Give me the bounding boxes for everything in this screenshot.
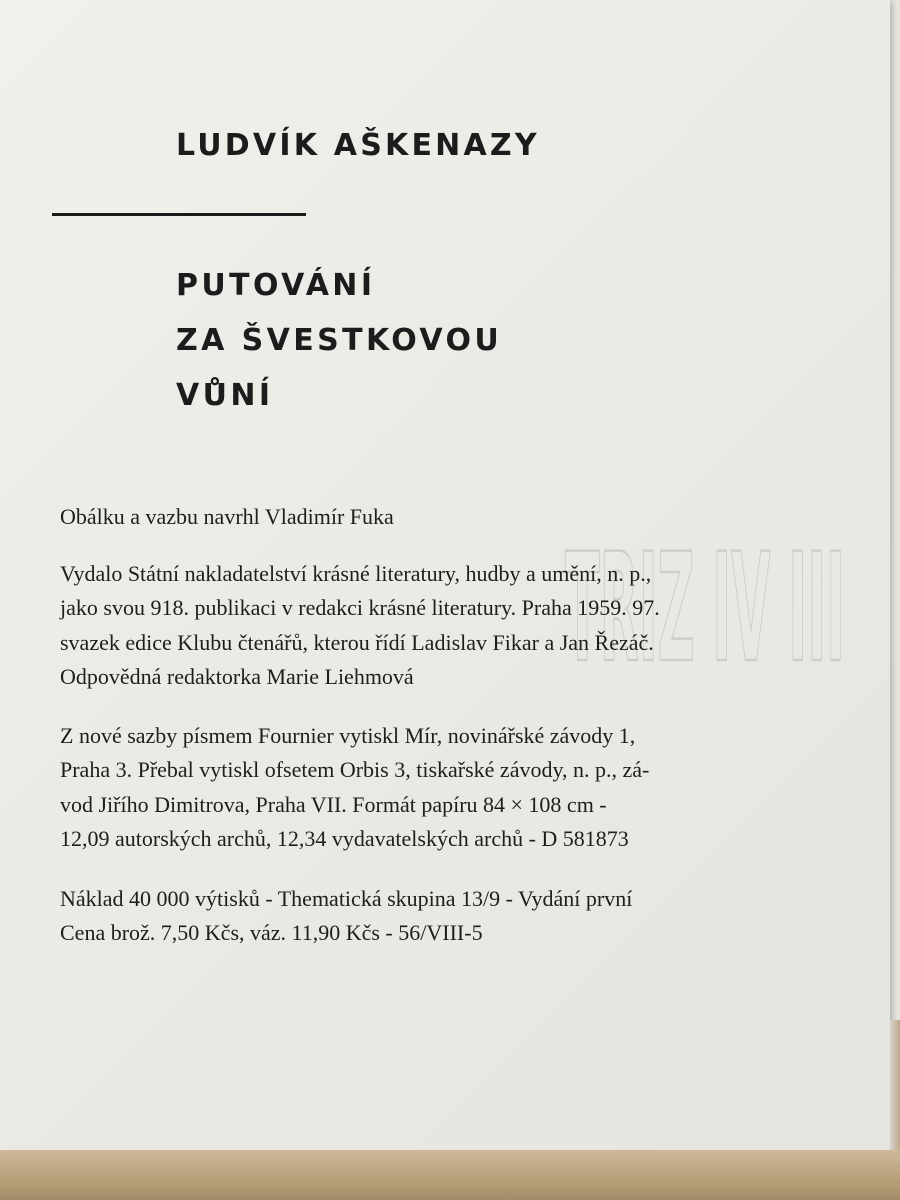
cover-designer-credit: Obálku a vazbu navrhl Vladimír Fuka: [60, 504, 394, 529]
title-line-3: VŮNÍ: [176, 378, 274, 413]
title-line-1: PUTOVÁNÍ: [176, 268, 376, 303]
edition-line: Cena brož. 7,50 Kčs, váz. 11,90 Kčs - 56/VIII-5: [60, 920, 483, 945]
publisher-line: jako svou 918. publikaci v redakci krásné literatury. Praha 1959. 97.: [60, 595, 660, 620]
edition-block: [60, 882, 840, 951]
title-divider-rule: [52, 213, 306, 216]
publisher-line: Odpovědná redaktorka Marie Liehmová: [60, 664, 414, 689]
colophon: [60, 500, 840, 951]
printing-block: [60, 719, 840, 857]
printing-line: 12,09 autorských archů, 12,34 vydavatelských archů - D 581873: [60, 826, 629, 851]
title-line-2: ZA ŠVESTKOVOU: [176, 323, 503, 358]
library-stamp-text: TRIZ IV III: [565, 522, 845, 690]
publisher-block: [60, 557, 840, 695]
author-name: LUDVÍK AŠKENAZY: [176, 128, 540, 163]
printing-line: Z nové sazby písmem Fournier vytiskl Mír, novinářské závody 1,: [60, 722, 636, 748]
edition-line: Náklad 40 000 výtisků - Thematická skupina 13/9 - Vydání první: [60, 885, 633, 911]
printing-line: Praha 3. Přebal vytiskl ofsetem Orbis 3, tiskařské závody, n. p., zá-: [60, 757, 650, 782]
printing-line: vod Jiřího Dimitrova, Praha VII. Formát papíru 84 × 108 cm -: [60, 791, 607, 817]
page-edge-bottom: [0, 1150, 900, 1200]
publisher-line: Vydalo Státní nakladatelství krásné literatury, hudby a umění, n. p.,: [60, 560, 652, 586]
book-title: [176, 258, 502, 423]
page-edge-right: [890, 1020, 900, 1150]
publisher-line: svazek edice Klubu čtenářů, kterou řídí Ladislav Fikar a Jan Řezáč.: [60, 629, 654, 655]
